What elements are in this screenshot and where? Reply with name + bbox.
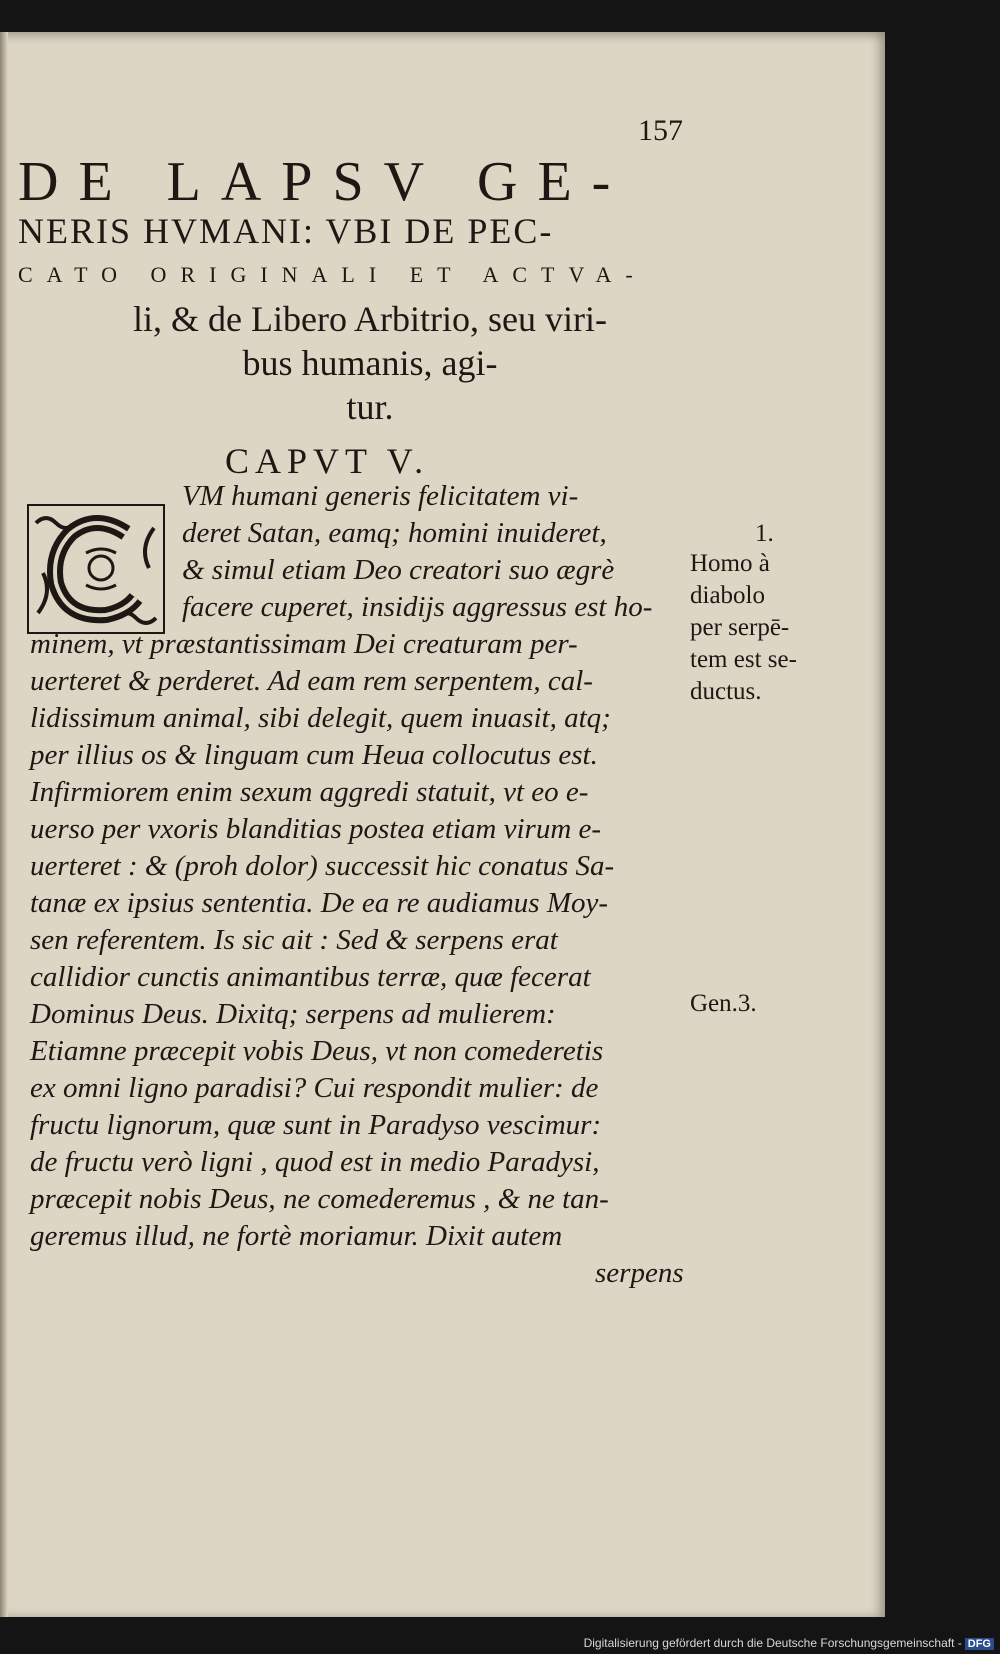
body-line-11: uerteret : & (proh dolor) successit hic conatus Sa-	[30, 850, 615, 882]
body-line-10: uerso per vxoris blanditias postea etiam virum e-	[30, 813, 602, 845]
body-line-6: uerteret & perderet. Ad eam rem serpentem, cal-	[30, 665, 593, 697]
body-line-17: ex omni ligno paradisi? Cui respondit mulier: de	[30, 1072, 599, 1104]
decorated-initial-c-icon	[26, 503, 166, 635]
title-line-6: tur.	[346, 387, 394, 427]
body-line-4: facere cuperet, insidijs aggressus est ho-	[182, 591, 653, 623]
title-line-3: CATO ORIGINALI ET ACTVA-	[18, 262, 647, 287]
catchword: serpens	[595, 1257, 684, 1289]
body-line-3: & simul etiam Deo creatori suo ægrè	[182, 554, 615, 586]
margin-note-line-5: ductus.	[690, 678, 762, 705]
body-line-7: lidissimum animal, sibi delegit, quem inuasit, atq;	[30, 702, 611, 734]
chapter-heading: CAPVT V.	[225, 441, 430, 481]
margin-note-number: 1.	[755, 520, 774, 547]
dfg-logo: DFG	[965, 1638, 994, 1650]
body-line-12: tanæ ex ipsius sententia. De ea re audiamus Moy-	[30, 887, 609, 919]
body-line-15: Dominus Deus. Dixitq; serpens ad mulierem:	[30, 998, 556, 1030]
footer-credit	[584, 1636, 994, 1650]
body-line-18: fructu lignorum, quæ sunt in Paradyso vescimur:	[30, 1109, 602, 1141]
page-number: 157	[638, 114, 683, 147]
margin-note-line-2: diabolo	[690, 582, 765, 609]
body-line-19: de fructu verò ligni , quod est in medio Paradysi,	[30, 1146, 600, 1178]
margin-note-line-1: Homo à	[690, 550, 770, 577]
body-line-13: sen referentem. Is sic ait : Sed & serpens erat	[30, 924, 558, 956]
body-line-2: deret Satan, eamq; homini inuideret,	[182, 517, 607, 549]
footer-text: Digitalisierung gefördert durch die Deutsche Forschungsgemeinschaft -	[583, 1636, 962, 1650]
body-line-9: Infirmiorem enim sexum aggredi statuit, vt eo e-	[30, 776, 589, 808]
body-line-16: Etiamne præcepit vobis Deus, vt non comederetis	[30, 1035, 604, 1067]
body-line-14: callidior cunctis animantibus terræ, quæ fecerat	[30, 961, 591, 993]
body-line-1: VM humani generis felicitatem vi-	[182, 480, 579, 512]
body-line-8: per illius os & linguam cum Heua collocutus est.	[30, 739, 598, 771]
page-edge	[0, 32, 8, 1617]
title-line-4: li, & de Libero Arbitrio, seu viri-	[133, 299, 607, 339]
margin-note-genesis: Gen.3.	[690, 990, 757, 1017]
title-line-1: DE LAPSV GE-	[18, 151, 631, 213]
body-line-20: præcepit nobis Deus, ne comederemus , & ne tan-	[30, 1183, 609, 1215]
body-line-5: minem, vt præstantissimam Dei creaturam per-	[30, 628, 578, 660]
title-line-2: NERIS HVMANI: VBI DE PEC-	[18, 211, 554, 251]
margin-note-line-4: tem est se-	[690, 646, 797, 673]
margin-note-line-3: per serpē-	[690, 614, 790, 641]
title-line-5: bus humanis, agi-	[242, 343, 498, 383]
body-line-21: geremus illud, ne fortè moriamur. Dixit autem	[30, 1220, 563, 1252]
